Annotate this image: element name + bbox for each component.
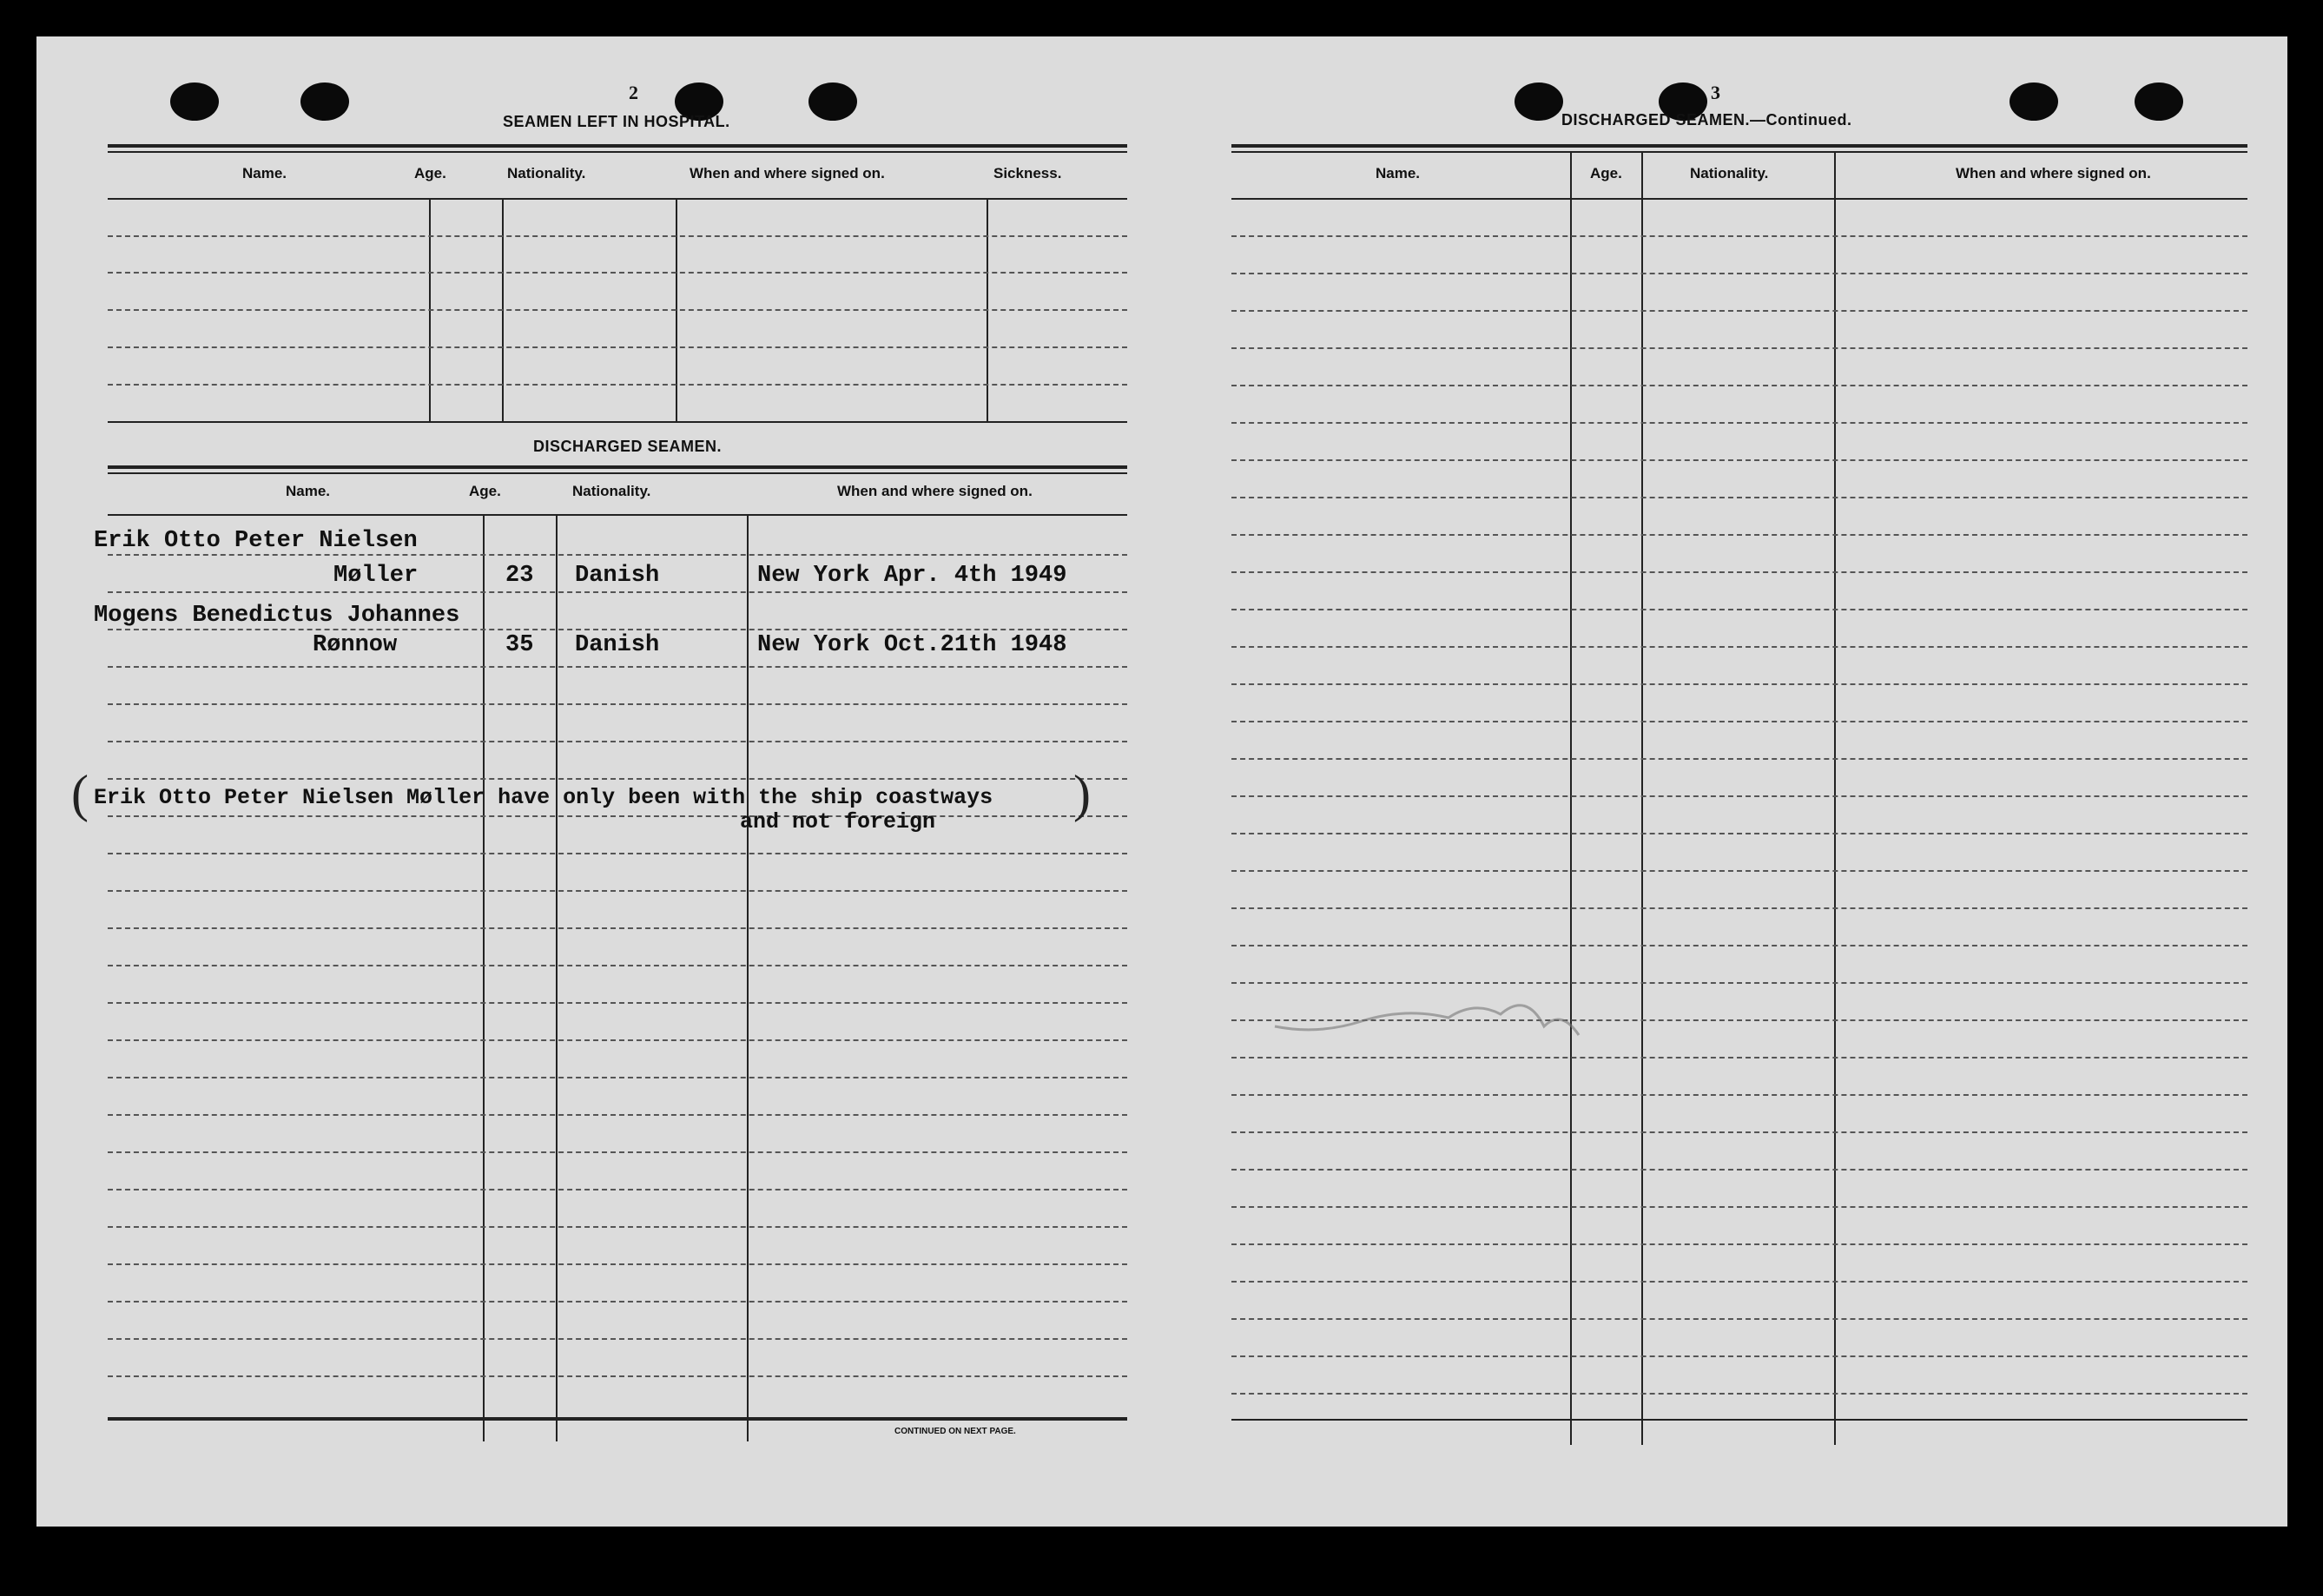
ruled-line	[1231, 945, 2247, 946]
ruled-line	[108, 853, 1127, 854]
hospital-section-title: SEAMEN LEFT IN HOSPITAL.	[503, 113, 730, 130]
col-header-sickness: Sickness.	[993, 165, 1062, 181]
entry-name-line2: Rønnow	[313, 632, 398, 658]
col-header-name: Name.	[1376, 165, 1421, 181]
punch-hole	[808, 82, 857, 121]
page-mark	[948, 1539, 953, 1559]
entry-nationality: Danish	[575, 632, 660, 658]
ruled-line	[1231, 1131, 2247, 1133]
ruled-line	[1231, 273, 2247, 274]
ruled-line	[108, 778, 1127, 780]
ruled-line	[1231, 758, 2247, 760]
ruled-line	[108, 1077, 1127, 1078]
col-divider	[1834, 151, 1836, 1445]
continued-footer: CONTINUED ON NEXT PAGE.	[894, 1427, 1016, 1436]
ruled-line	[108, 927, 1127, 929]
col-header-name: Name.	[286, 483, 331, 499]
ruled-line	[108, 965, 1127, 966]
ruled-line	[108, 1375, 1127, 1377]
ruled-line	[108, 1226, 1127, 1228]
col-header-nationality: Nationality.	[507, 165, 586, 181]
col-header-age: Age.	[469, 483, 501, 499]
ruled-line	[1231, 646, 2247, 648]
ruled-line	[108, 1151, 1127, 1153]
punch-hole	[170, 82, 219, 121]
ruled-line	[108, 235, 1127, 237]
entry-signed-on: New York Oct.21th 1948	[757, 632, 1067, 658]
entry-age: 23	[505, 563, 534, 589]
ruled-line	[1231, 795, 2247, 797]
ruled-line	[1231, 609, 2247, 610]
discharged-section-title: DISCHARGED SEAMEN.	[533, 438, 723, 455]
col-header-signed-on: When and where signed on.	[837, 483, 1033, 499]
ruled-line	[1231, 721, 2247, 722]
col-header-signed-on: When and where signed on.	[1956, 165, 2151, 181]
table-rule	[1231, 151, 2247, 153]
ruled-line	[1231, 1393, 2247, 1395]
ruled-line	[108, 815, 1127, 817]
entry-age: 35	[505, 632, 534, 658]
document-sheet	[36, 36, 2287, 1527]
col-header-nationality: Nationality.	[1690, 165, 1769, 181]
ruled-line	[1231, 1281, 2247, 1283]
ruled-line	[108, 1263, 1127, 1265]
table-bottom-rule	[108, 1417, 1127, 1421]
ruled-line	[108, 346, 1127, 348]
table-rule	[108, 151, 1127, 153]
ruled-line	[1231, 1318, 2247, 1320]
table-top-rule	[108, 465, 1127, 469]
faint-signature	[1266, 966, 1631, 1070]
entry-name-line2: Møller	[333, 563, 419, 589]
entry-name-line1: Mogens Benedictus Johannes	[94, 603, 460, 629]
entry-nationality: Danish	[575, 563, 660, 589]
header-underline	[108, 198, 1127, 200]
col-header-nationality: Nationality.	[572, 483, 651, 499]
ruled-line	[1231, 571, 2247, 573]
ruled-line	[108, 554, 1127, 556]
ruled-line	[1231, 534, 2247, 536]
ruled-line	[108, 1338, 1127, 1340]
entry-name-line1: Erik Otto Peter Nielsen	[94, 528, 418, 554]
punch-hole	[300, 82, 349, 121]
ruled-line	[1231, 907, 2247, 909]
punch-hole	[1515, 82, 1563, 121]
ruled-line	[108, 309, 1127, 311]
ruled-line	[1231, 1094, 2247, 1096]
ruled-line	[1231, 1206, 2247, 1208]
col-header-signed-on: When and where signed on.	[690, 165, 885, 181]
col-header-age: Age.	[414, 165, 446, 181]
ruled-line	[1231, 683, 2247, 685]
ruled-line	[108, 890, 1127, 892]
punch-hole	[2010, 82, 2058, 121]
ruled-line	[1231, 310, 2247, 312]
note-line1: Erik Otto Peter Nielsen Møller have only been with the ship coastways	[94, 785, 993, 810]
ruled-line	[1231, 497, 2247, 498]
punch-hole	[2135, 82, 2183, 121]
ruled-line	[108, 1114, 1127, 1116]
discharged-continued-title: DISCHARGED SEAMEN.—Continued.	[1561, 111, 1852, 129]
page-number: 3	[1711, 82, 1720, 103]
col-divider	[1570, 151, 1572, 1445]
ruled-line	[108, 666, 1127, 668]
ruled-line	[1231, 1169, 2247, 1171]
ruled-line	[1231, 347, 2247, 349]
ruled-line	[1231, 235, 2247, 237]
ruled-line	[108, 629, 1127, 630]
table-rule	[108, 472, 1127, 474]
ruled-line	[108, 384, 1127, 386]
ruled-line	[108, 272, 1127, 274]
col-header-age: Age.	[1590, 165, 1622, 181]
col-divider	[1641, 151, 1643, 1445]
note-open-paren: (	[71, 765, 89, 822]
entry-signed-on: New York Apr. 4th 1949	[757, 563, 1067, 589]
ruled-line	[1231, 385, 2247, 386]
ruled-line	[1231, 870, 2247, 872]
ruled-line	[108, 591, 1127, 593]
note-line2: and not foreign	[740, 809, 936, 834]
ruled-line	[1231, 1243, 2247, 1245]
header-underline	[1231, 198, 2247, 200]
ruled-line	[108, 1301, 1127, 1303]
note-close-paren: )	[1073, 765, 1091, 822]
ruled-line	[108, 741, 1127, 742]
ruled-line	[108, 703, 1127, 705]
ruled-line	[108, 1002, 1127, 1004]
col-header-name: Name.	[242, 165, 287, 181]
table-bottom-rule	[108, 421, 1127, 423]
ruled-line	[1231, 1355, 2247, 1357]
page-number: 2	[629, 82, 638, 103]
table-top-rule	[108, 144, 1127, 148]
header-underline	[108, 514, 1127, 516]
ruled-line	[1231, 833, 2247, 834]
ruled-line	[108, 1039, 1127, 1041]
table-bottom-rule	[1231, 1419, 2247, 1421]
ruled-line	[1231, 422, 2247, 424]
table-top-rule	[1231, 144, 2247, 148]
ruled-line	[108, 1189, 1127, 1190]
ruled-line	[1231, 459, 2247, 461]
